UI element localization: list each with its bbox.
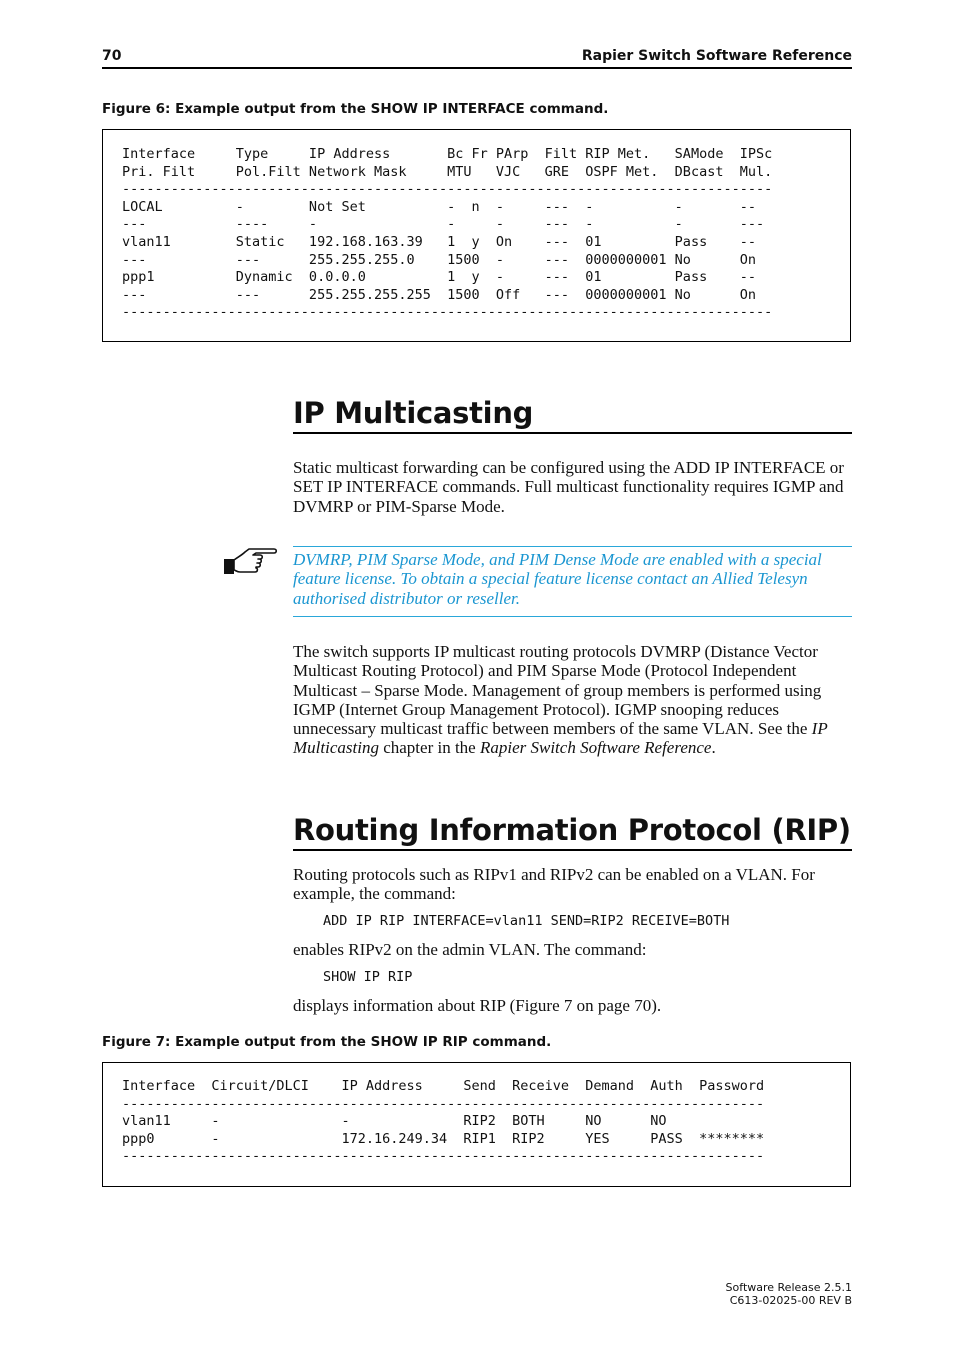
software-release: Software Release 2.5.1 xyxy=(725,1281,852,1294)
rip-enables-paragraph: enables RIPv2 on the admin VLAN. The command: xyxy=(293,940,647,959)
document-id: C613-02025-00 REV B xyxy=(729,1294,852,1307)
page-footer xyxy=(726,1281,852,1307)
multicast-protocols-text: The switch supports IP multicast routing protocols DVMRP (Distance Vector Multicast Routing Protocol) and PIM Sparse Mode (Protocol Independent Multicast – Sparse Mode. Management of group members is performed using IGMP (Internet Group Management Protocol). IGMP snooping reduces unnecessary multicast traffic between members of the same VLAN. See the xyxy=(293,642,822,739)
figure-7-caption: Figure 7: Example output from the SHOW IP RIP command. xyxy=(102,1034,552,1050)
show-ip-interface-output: Interface Type IP Address Bc Fr PArp Filt RIP Met. SAMode IPSc Pri. Filt Pol.Filt Network Mask MTU VJC GRE OSPF Met. DBcast Mul. -------------------------------------------------------------------------------- LOCAL - Not Set - n - --- - - -- --- ---- - - - --- - - --- vlan11 Static 192.168.163.39 1 y On --- 01 Pass -- --- --- 255.255.255.0 1500 - --- 0000000001 No On ppp1 Dynamic 0.0.0.0 1 y - --- 01 Pass -- --- --- 255.255.255.255 1500 Off --- 0000000001 No On -------------------------------------------------------------------------------- xyxy=(122,146,773,321)
chapter-reference: IP Multicasting xyxy=(293,719,828,758)
pointing-hand-icon xyxy=(222,543,278,577)
multicast-protocols-paragraph xyxy=(293,642,853,758)
book-reference: Rapier Switch Software Reference xyxy=(479,738,712,758)
feature-license-note: DVMRP, PIM Sparse Mode, and PIM Dense Mode are enabled with a special feature license. To obtain a special feature license contact an Allied Telesyn authorised distributor or reseller. xyxy=(293,550,822,608)
page-number: 70 xyxy=(102,48,122,64)
note-top-rule xyxy=(293,546,852,547)
add-ip-rip-command: ADD IP RIP INTERFACE=vlan11 SEND=RIP2 RECEIVE=BOTH xyxy=(323,913,730,929)
rip-displays-paragraph: displays information about RIP (Figure 7 on page 70). xyxy=(293,996,662,1015)
section-heading-ip-multicasting: IP Multicasting xyxy=(293,396,852,434)
show-ip-rip-command: SHOW IP RIP xyxy=(323,969,413,985)
figure-6-caption: Figure 6: Example output from the SHOW IP INTERFACE command. xyxy=(102,101,609,117)
section-heading-rip: Routing Information Protocol (RIP) xyxy=(293,813,852,851)
rip-intro-paragraph: Routing protocols such as RIPv1 and RIPv2 can be enabled on a VLAN. For example, the command: xyxy=(293,865,815,904)
multicast-intro-paragraph: Static multicast forwarding can be configured using the ADD IP INTERFACE or SET IP INTERFACE commands. Full multicast functionality requires IGMP and DVMRP or PIM-Sparse Mode. xyxy=(293,458,844,516)
figure-7-output-box xyxy=(102,1062,851,1187)
paragraph-end-punctuation: . xyxy=(711,738,716,758)
running-header-title: Rapier Switch Software Reference xyxy=(581,48,852,64)
figure-6-output-box xyxy=(102,129,851,342)
show-ip-rip-output: Interface Circuit/DLCI IP Address Send Receive Demand Auth Password ------------------------------------------------------------------------------- vlan11 - - RIP2 BOTH NO NO ppp0 - 172.16.249.34 RIP1 RIP2 YES PASS ******** ------------------------------------------------------------------------------- xyxy=(122,1078,765,1165)
reference-connector-text: chapter in the xyxy=(378,738,480,758)
header-rule xyxy=(102,67,852,69)
note-bottom-rule xyxy=(293,616,852,617)
